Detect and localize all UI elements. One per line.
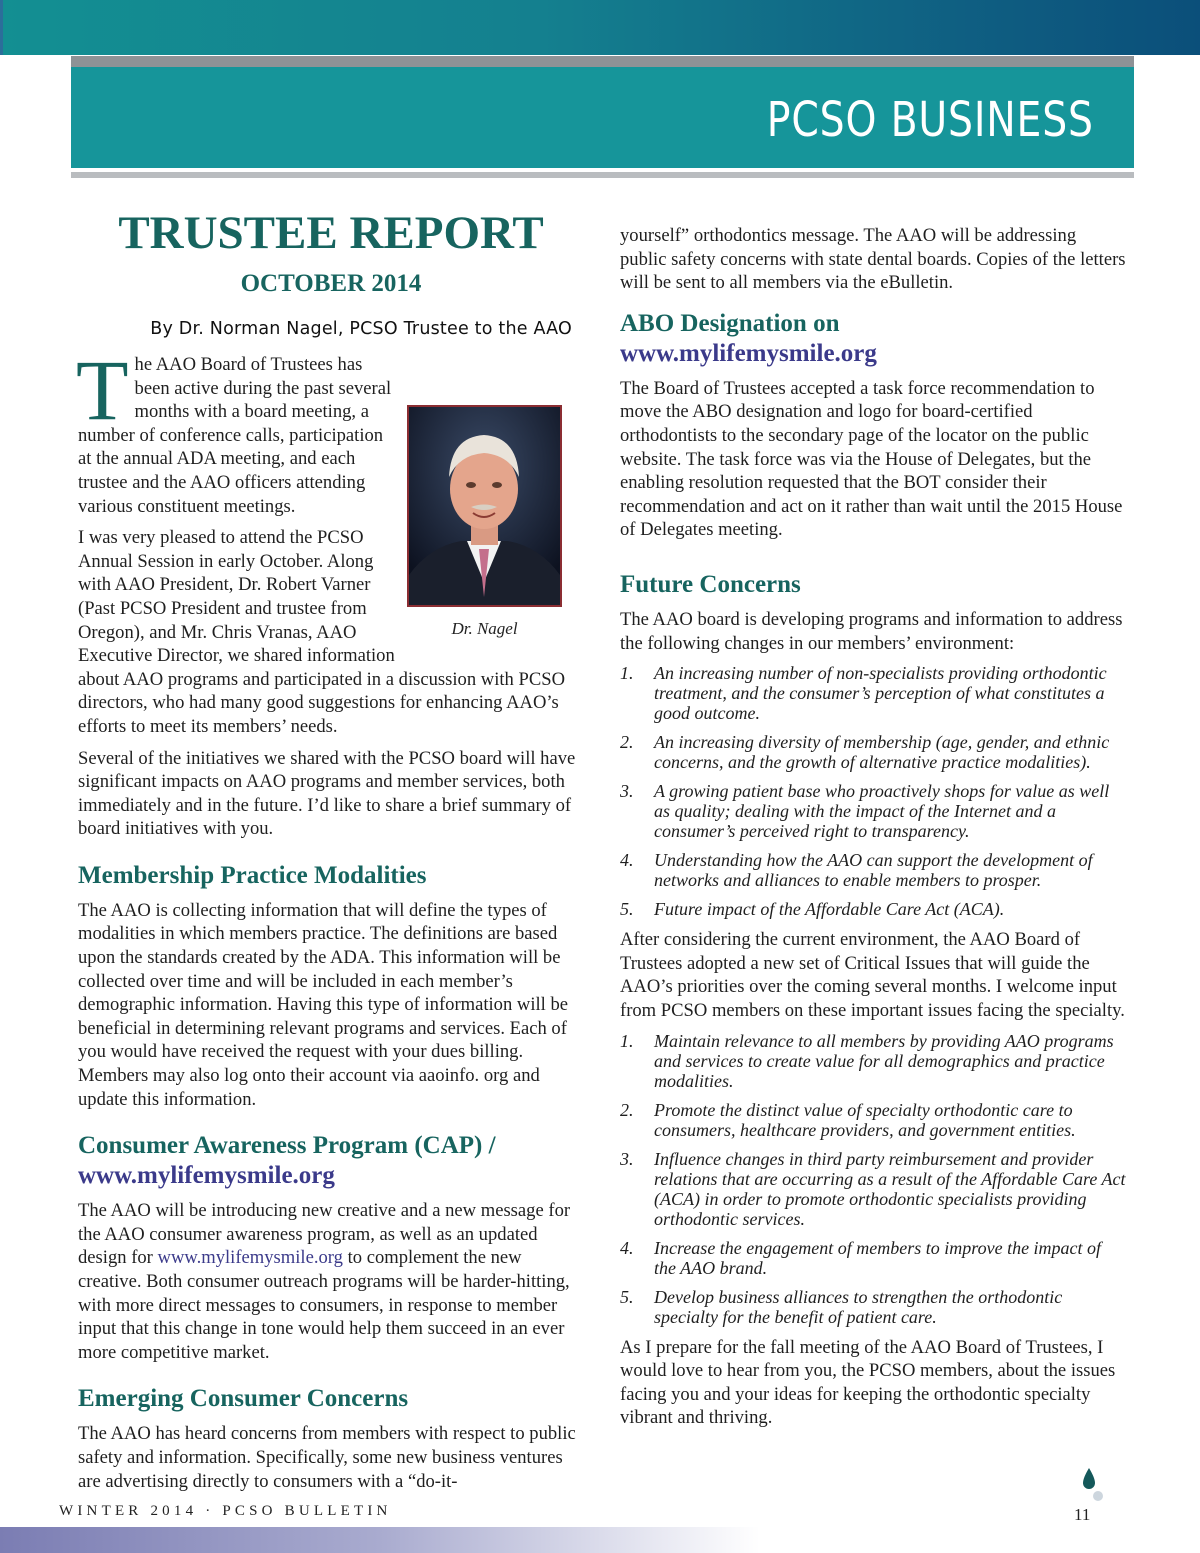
intro-block: [76, 342, 584, 841]
list-item: 2. Promote the distinct value of specialty orthodontic care to consumers, healthcare providers, and government entities.: [620, 1099, 1076, 1140]
heading-emerging: Emerging Consumer Concerns: [78, 1385, 409, 1413]
emerging-body-continued: yourself” orthodontics message. The AAO will be addressing public safety concerns with state dental boards. Copies of the letters will be sent to all members via the eBulletin.: [620, 225, 1126, 294]
abo-body: The Board of Trustees accepted a task force recommendation to move the ABO designation and logo for board-certified orthodontists to the secondary page of the locator on the public website. The task force was via the House of Delegates, but the enabling resolution requested that the BOT consider their recommendation and act on it rather than wait until the 2015 House of Delegates meeting.: [620, 377, 1123, 541]
intro-paragraph-3: Several of the initiatives we shared with the PCSO board will have significant impacts on AAO programs and member services, both immediately and in the future. I’d like to share a brief summary of board initiatives with you.: [78, 747, 576, 840]
list-item: 1. Maintain relevance to all members by providing AAO programs and services to create value for all demographics and practice modalities.: [620, 1030, 1114, 1091]
emerging-body: The AAO has heard concerns from members with respect to public safety and information. Specifically, some new business ventures are advertising directly to consumers with a “do-it-: [78, 1423, 576, 1492]
article-title: TRUSTEE REPORT: [118, 207, 544, 259]
section-title: PCSO BUSINESS: [766, 92, 1094, 148]
heading-membership: Membership Practice Modalities: [78, 861, 427, 889]
article-byline: By Dr. Norman Nagel, PCSO Trustee to the AAO: [150, 319, 572, 339]
list-item: 4. Increase the engagement of members to improve the impact of the AAO brand.: [620, 1237, 1102, 1278]
list-item: 3. Influence changes in third party reimbursement and provider relations that are occurring as a result of the Affordable Care Act (ACA) in order to promote orthodontic specialists providing orthodontic services.: [620, 1148, 1126, 1229]
author-photo: [407, 405, 562, 607]
future-middle: After considering the current environment, the AAO Board of Trustees adopted a new set of Critical Issues that will guide the AAO’s priorities over the coming several months. I welcome input from PCSO members on these important issues facing the specialty.: [620, 929, 1125, 1021]
future-intro: The AAO board is developing programs and information to address the following changes in our members’ environment:: [620, 608, 1123, 654]
intro-paragraph-1: he AAO Board of Trustees has been active during the past several months with a board meeting, a number of conference calls, participation at the annual ADA meeting, and each trustee and the AAO officers attending various constituent meetings.: [78, 354, 392, 517]
list-item: 5. Develop business alliances to strengthen the orthodontic specialty for the benefit of patient care.: [620, 1286, 1063, 1327]
heading-cap-text: Consumer Awareness Program (CAP) /: [78, 1132, 496, 1160]
heading-abo-url: www.mylifemysmile.org: [620, 339, 877, 367]
left-edge-accent: [0, 0, 3, 55]
article-date: OCTOBER 2014: [240, 270, 422, 297]
drop-cap: T: [76, 342, 129, 438]
membership-body: The AAO is collecting information that will define the types of modalities in which members practice. The definitions are based upon the standards created by the ADA. This information will be collected over time and will be included in each member’s demographic information. Having this type of information will be beneficial in determining relevant programs and services. Each of you would have received the request with your dues billing. Members may also log onto their account via aaoinfo. org and update this information.: [78, 899, 569, 1110]
heading-future: Future Concerns: [620, 570, 801, 598]
right-column: [620, 224, 1126, 1438]
closing-paragraph: As I prepare for the fall meeting of the AAO Board of Trustees, I would love to hear from you, the PCSO members, about the issues facing you and your ideas for keeping the orthodontic specialty vibrant and thriving.: [620, 1336, 1116, 1429]
list-item: 2. An increasing diversity of membership (age, gender, and ethnic concerns, and the growth of alternative practice modalities).: [620, 732, 1110, 773]
left-column: [78, 205, 584, 1501]
heading-cap: [78, 1131, 584, 1191]
cap-body-after: to complement the new creative. Both consumer outreach programs will be harder-hitting, with more direct messages to consumers, in response to member input that this change in tone would help them succeed in an ever more competitive market.: [78, 1247, 570, 1363]
top-grey-rule: [71, 56, 1134, 67]
list-item: 1. An increasing number of non-specialists providing orthodontic treatment, and the consumer’s perception of what constitutes a good outcome.: [620, 663, 1107, 724]
top-color-band: [0, 0, 1200, 55]
footer-publication: WINTER 2014 · PCSO BULLETIN: [59, 1503, 392, 1519]
cap-body-before: The AAO will be introducing new creative and a new message for the AAO consumer awareness program, as well as an updated design for: [78, 1200, 571, 1269]
heading-abo-text: ABO Designation on: [620, 309, 840, 337]
photo-caption: Dr. Nagel: [451, 619, 518, 638]
list-item: 4. Understanding how the AAO can support the development of networks and alliances to enable members to prosper.: [620, 850, 1093, 891]
water-drop-icon: [1080, 1466, 1104, 1502]
cap-body-link[interactable]: www.mylifemysmile.org: [157, 1247, 343, 1269]
header-grey-rule: [71, 172, 1134, 178]
future-concerns-list: [620, 663, 1126, 919]
heading-abo: [620, 309, 1126, 369]
author-photo-figure: [407, 405, 562, 641]
heading-cap-url: www.mylifemysmile.org: [78, 1162, 335, 1190]
list-item: 5. Future impact of the Affordable Care Act (ACA).: [620, 899, 1005, 920]
footer-color-band: [0, 1527, 760, 1553]
cap-body: [78, 1199, 584, 1364]
intro-paragraph-2: I was very pleased to attend the PCSO Annual Session in early October. Along with AAO President, Dr. Robert Varner (Past PCSO President and trustee from Oregon), and Mr. Chris Vranas, AAO Executive Director, we shared information about AAO programs and participated in a discussion with PCSO directors, who had many good suggestions for enhancing AAO’s efforts to meet its members’ needs.: [78, 527, 565, 737]
list-item: 3. A growing patient base who proactively shops for value as well as quality; dealing with the impact of the Internet and a consumer’s perceived right to transparency.: [620, 781, 1110, 842]
page-number: 11: [1074, 1505, 1091, 1524]
critical-issues-list: [620, 1031, 1126, 1327]
